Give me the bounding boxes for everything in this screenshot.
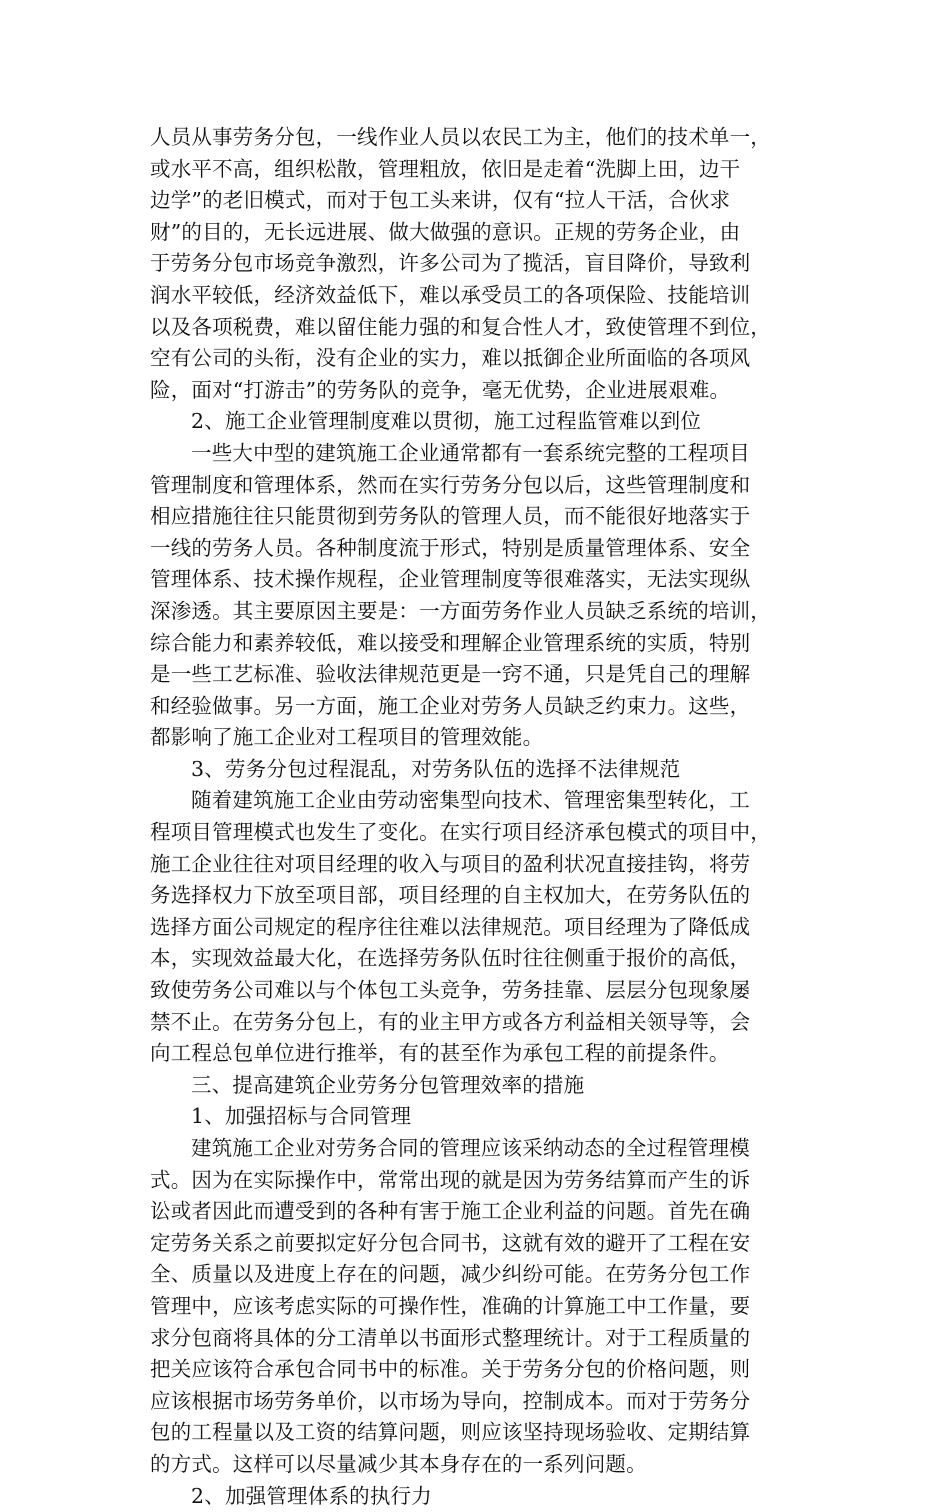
text-line: 深渗透。其主要原因主要是：一方面劳务作业人员缺乏系统的培训， [150, 598, 771, 623]
text-line: 的方式。这样可以尽量减少其本身存在的一系列问题。 [150, 1451, 647, 1476]
text-line: 一些大中型的建筑施工企业通常都有一套系统完整的工程项目 [191, 440, 750, 465]
text-line: 边学”的老旧模式，而对于包工头来讲，仅有“拉人干活，合伙求 [150, 188, 731, 213]
text-line: 选择方面公司规定的程序往往难以法律规范。项目经理为了降低成 [150, 914, 751, 939]
text-line: 相应措施往往只能贯彻到劳务队的管理人员，而不能很好地落实于 [150, 504, 751, 529]
text-line: 随着建筑施工企业由劳动密集型向技术、管理密集型转化，工 [191, 788, 750, 813]
text-line: 2、加强管理体系的执行力 [191, 1483, 432, 1508]
text-line: 管理中，应该考虑实际的可操作性，准确的计算施工中工作量，要 [150, 1293, 751, 1318]
text-line: 或水平不高，组织松散，管理粗放，依旧是走着“洗脚上田，边干 [150, 156, 741, 181]
text-line: 是一些工艺标准、验收法律规范更是一窍不通，只是凭自己的理解 [150, 662, 751, 687]
text-line: 定劳务关系之前要拟定好分包合同书，这就有效的避开了工程在安 [150, 1230, 751, 1255]
text-line: 向工程总包单位进行推举，有的甚至作为承包工程的前提条件。 [150, 1041, 730, 1066]
text-line: 施工企业往往对项目经理的收入与项目的盈利状况直接挂钩，将劳 [150, 851, 751, 876]
text-line: 务选择权力下放至项目部，项目经理的自主权加大，在劳务队伍的 [150, 883, 751, 908]
text-line: 空有公司的头衔，没有企业的实力，难以抵御企业所面临的各项风 [150, 346, 751, 371]
text-line: 三、提高建筑企业劳务分包管理效率的措施 [191, 1072, 585, 1097]
text-line: 1、加强招标与合同管理 [191, 1104, 412, 1129]
text-line: 3、劳务分包过程混乱，对劳务队伍的选择不法律规范 [191, 756, 681, 781]
text-line: 建筑施工企业对劳务合同的管理应该采纳动态的全过程管理模 [191, 1136, 750, 1160]
text-line: 包的工程量以及工资的结算问题，则应该坚持现场验收、定期结算 [150, 1420, 751, 1445]
text-line: 讼或者因此而遭受到的各种有害于施工企业利益的问题。首先在确 [150, 1199, 751, 1224]
text-line: 管理制度和管理体系，然而在实行劳务分包以后，这些管理制度和 [150, 472, 751, 497]
text-line: 全、质量以及进度上存在的问题，减少纠纷可能。在劳务分包工作 [150, 1262, 751, 1287]
text-line: 综合能力和素养较低，难以接受和理解企业管理系统的实质，特别 [150, 630, 751, 655]
text-line: 财”的目的，无长远进展、做大做强的意识。正规的劳务企业，由 [150, 219, 741, 244]
document-body [150, 122, 810, 1512]
text-line: 求分包商将具体的分工清单以书面形式整理统计。对于工程质量的 [150, 1325, 751, 1350]
text-line: 式。因为在实际操作中，常常出现的就是因为劳务结算而产生的诉 [150, 1167, 751, 1192]
text-line: 程项目管理模式也发生了变化。在实行项目经济承包模式的项目中， [150, 820, 771, 845]
text-line: 本，实现效益最大化，在选择劳务队伍时往往侧重于报价的高低， [150, 946, 751, 971]
text-line: 和经验做事。另一方面，施工企业对劳务人员缺乏约束力。这些， [150, 693, 751, 718]
text-line: 应该根据市场劳务单价，以市场为导向，控制成本。而对于劳务分 [150, 1388, 751, 1413]
text-line: 险，面对“打游击”的劳务队的竞争，毫无优势，企业进展艰难。 [150, 377, 731, 402]
text-line: 于劳务分包市场竞争激烈，许多公司为了揽活，盲目降价，导致利 [150, 251, 751, 276]
text-line: 管理体系、技术操作规程，企业管理制度等很难落实，无法实现纵 [150, 567, 751, 592]
text-line: 一线的劳务人员。各种制度流于形式，特别是质量管理体系、安全 [150, 535, 751, 560]
text-line: 都影响了施工企业对工程项目的管理效能。 [150, 725, 544, 750]
text-line: 2、施工企业管理制度难以贯彻，施工过程监管难以到位 [191, 409, 702, 434]
text-line: 致使劳务公司难以与个体包工头竞争，劳务挂靠、层层分包现象屡 [150, 978, 751, 1003]
text-line: 把关应该符合承包合同书中的标准。关于劳务分包的价格问题，则 [150, 1357, 751, 1382]
text-line: 人员从事劳务分包，一线作业人员以农民工为主，他们的技术单一， [150, 125, 771, 149]
text-line: 以及各项税费，难以留住能力强的和复合性人才，致使管理不到位， [150, 314, 771, 339]
text-line: 润水平较低，经济效益低下，难以承受员工的各项保险、技能培训 [150, 282, 751, 307]
text-line: 禁不止。在劳务分包上，有的业主甲方或各方利益相关领导等，会 [150, 1009, 751, 1034]
